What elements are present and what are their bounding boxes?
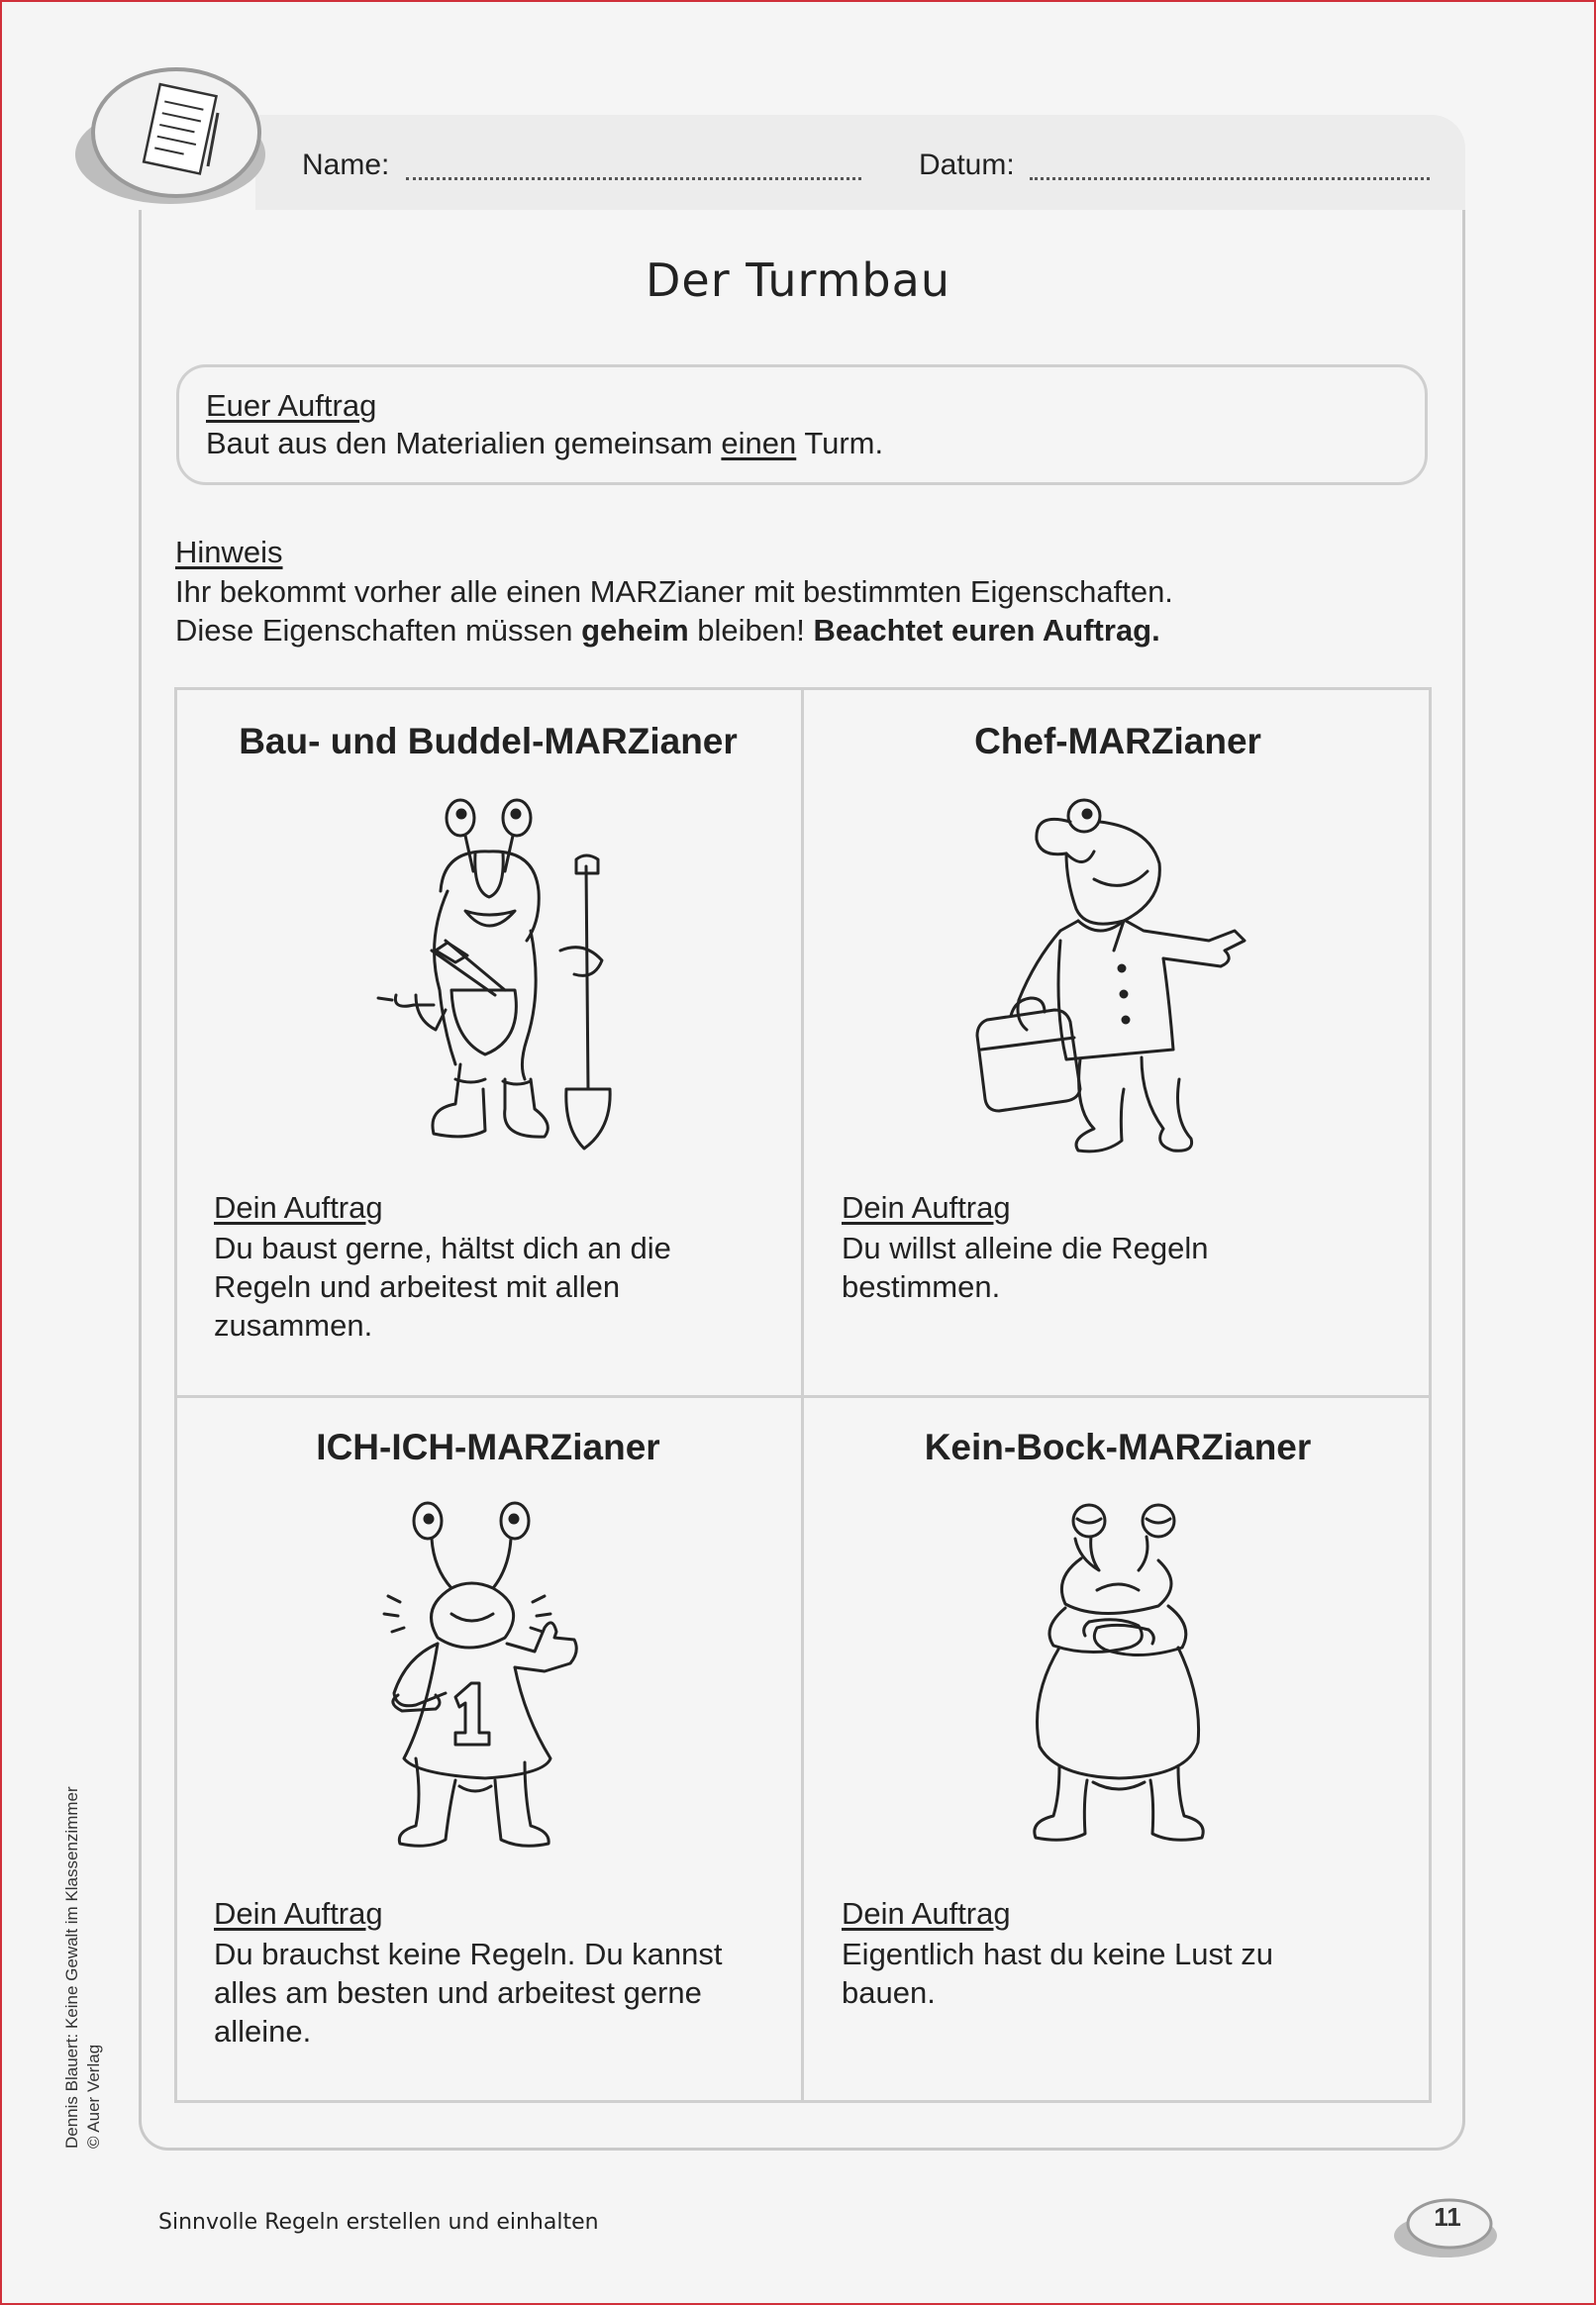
hint-heading: Hinweis (175, 535, 283, 569)
name-label: Name: (302, 149, 390, 181)
cell-heading-builder: Dein Auftrag (214, 1190, 383, 1225)
cell-text-builder: Du baust gerne, hältst dich an die Regeln und arbeitest mit allen zusammen. (214, 1231, 671, 1343)
cell-text-keinbock: Eigentlich hast du keine Lust zu bauen. (842, 1937, 1273, 2010)
copyright-credit: Dennis Blauert: Keine Gewalt im Klassenzimmer © Auer Verlag (62, 1786, 103, 2149)
task-box (176, 364, 1428, 485)
page-title: Der Turmbau (646, 253, 950, 307)
grid-divider-horizontal (174, 1395, 1432, 1398)
cell-text-ichich: Du brauchst keine Regeln. Du kannst alles am besten und arbeitest gerne alleine. (214, 1937, 723, 2049)
clipboard-icon (71, 63, 279, 212)
cell-heading-keinbock: Dein Auftrag (842, 1896, 1011, 1931)
page-number: 11 (1434, 2202, 1461, 2232)
chef-martian-figure (975, 792, 1262, 1158)
builder-martian-figure (356, 792, 624, 1158)
cell-title-builder: Bau- und Buddel-MARZianer (239, 721, 738, 761)
cell-heading-ichich: Dein Auftrag (214, 1896, 383, 1931)
keinbock-martian-figure (1020, 1499, 1218, 1855)
cell-text-chef: Du willst alleine die Regeln bestimmen. (842, 1231, 1209, 1304)
hint-line-1: Ihr bekommt vorher alle einen MARZianer mit bestimmten Eigenschaften. (175, 574, 1173, 609)
name-field[interactable] (406, 156, 861, 180)
hint-line-2: Diese Eigenschaften müssen geheim bleiben! Beachtet euren Auftrag. (175, 613, 1160, 648)
cell-heading-chef: Dein Auftrag (842, 1190, 1011, 1225)
date-field[interactable] (1030, 156, 1430, 180)
task-heading: Euer Auftrag (206, 388, 377, 423)
cell-title-chef: Chef-MARZianer (974, 721, 1261, 761)
footer-text: Sinnvolle Regeln erstellen und einhalten (158, 2210, 599, 2235)
ichich-martian-figure (376, 1499, 614, 1855)
cell-title-ichich: ICH-ICH-MARZianer (316, 1427, 660, 1467)
cell-title-keinbock: Kein-Bock-MARZianer (924, 1427, 1312, 1467)
task-text: Baut aus den Materialien gemeinsam einen Turm. (206, 426, 884, 460)
date-label: Datum: (919, 149, 1015, 181)
